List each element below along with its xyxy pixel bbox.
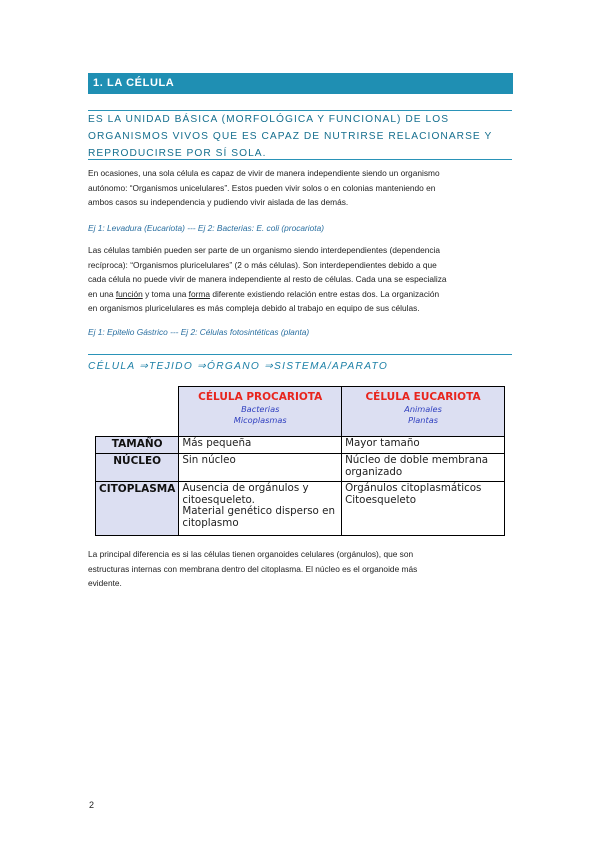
column-subtitle: Animales <box>404 404 442 414</box>
table-cell <box>179 454 342 482</box>
underlined-word-funcion: función <box>115 288 143 299</box>
column-subtitle: Micoplasmas <box>233 415 287 425</box>
cell-line: Orgánulos citoplasmáticos <box>345 482 482 494</box>
cell-comparison-table <box>95 386 505 536</box>
table-cell <box>179 482 342 536</box>
definition-line: ES LA UNIDAD BÁSICA (MORFOLÓGICA Y FUNCIONAL) DE LOS <box>88 114 450 125</box>
cell-line: Mayor tamaño <box>345 437 420 449</box>
paragraph-closing <box>88 547 512 591</box>
cell-line: Sin núcleo <box>182 454 236 466</box>
cell-line: Material genético disperso en <box>182 505 335 517</box>
cell-line: Ausencia de orgánulos y <box>182 482 309 494</box>
table-header-row <box>96 387 505 437</box>
cell-line: Núcleo de doble membrana <box>345 454 489 466</box>
cell-line: Más pequeña <box>182 437 252 449</box>
table-row <box>96 454 505 482</box>
example-pluricellular: Ej 1: Epitelio Gástrico --- Ej 2: Células fotosintéticas (planta) <box>88 327 310 337</box>
column-subtitle: Plantas <box>408 415 438 425</box>
row-header-nucleo: NÚCLEO <box>96 454 179 482</box>
table-cell <box>342 454 505 482</box>
page-number: 2 <box>89 800 95 810</box>
cell-line: organizado <box>345 465 403 478</box>
paragraph-line: ambos casos su independencia y pudiendo vivir aislada de las demás. <box>88 197 349 207</box>
paragraph-line <box>88 287 512 302</box>
paragraph-line: recíproca): “Organismos pluricelulares” (2 o más células). Son interdependientes debido a que <box>88 259 437 270</box>
paragraph-pluricellular <box>88 243 512 316</box>
table-corner-cell <box>96 387 179 437</box>
cell-line: citoesqueleto. <box>182 493 255 506</box>
paragraph-line: estructuras internas con membrana dentro del citoplasma. El núcleo es el organoide más <box>88 563 418 574</box>
paragraph-line: en organismos pluricelulares es más compleja debido al trabajo en equipo de sus células. <box>88 303 420 313</box>
example-unicellular: Ej 1: Levadura (Eucariota) --- Ej 2: Bacterias: E. coli (procariota) <box>88 223 325 233</box>
paragraph-line: cada célula no puede vivir de manera independiente al resto de células. Cada una se especializa <box>88 274 447 284</box>
column-title: CÉLULA PROCARIOTA <box>198 391 323 403</box>
column-header-eucariota <box>342 387 505 437</box>
paragraph-line: Las células también pueden ser parte de un organismo siendo interdependientes (dependencia <box>88 245 441 255</box>
column-title: CÉLULA EUCARIOTA <box>365 391 481 403</box>
definition-line: ORGANISMOS VIVOS QUE ES CAPAZ DE NUTRIRSE RELACIONARSE Y <box>88 131 493 142</box>
text-run: diferente existiendo relación entre estas dos. La organización <box>210 288 440 299</box>
text-run: en una <box>88 288 116 299</box>
section-header: 1. LA CÉLULA <box>88 73 513 94</box>
cell-line: citoplasmo <box>182 516 239 529</box>
cell-line: Citoesqueleto <box>345 493 417 506</box>
column-subtitle: Bacterias <box>241 404 280 414</box>
table-row <box>96 482 505 536</box>
column-header-procariota <box>179 387 342 437</box>
row-header-tamano: TAMAÑO <box>96 437 179 454</box>
paragraph-line: En ocasiones, una sola célula es capaz de vivir de manera independiente siendo un organismo <box>88 168 440 178</box>
table-cell <box>179 437 342 454</box>
definition-box <box>88 110 512 160</box>
text-run: y toma una <box>142 288 189 299</box>
organization-levels-heading: CÉLULA ⇒TEJIDO ⇒ÓRGANO ⇒SISTEMA/APARATO <box>88 354 512 375</box>
underlined-word-forma: forma <box>188 288 210 299</box>
row-header-citoplasma: CITOPLASMA <box>96 482 179 536</box>
paragraph-line: La principal diferencia es si las células tienen organoides celulares (orgánulos), que son <box>88 549 414 559</box>
paragraph-line: autónomo: “Organismos unicelulares”. Estos pueden vivir solos o en colonias manteniendo en <box>88 182 436 193</box>
paragraph-line: evidente. <box>88 578 122 588</box>
table-row <box>96 437 505 454</box>
paragraph-unicellular <box>88 166 512 210</box>
definition-line: REPRODUCIRSE POR SÍ SOLA. <box>88 148 267 159</box>
table-cell <box>342 437 505 454</box>
table-cell <box>342 482 505 536</box>
